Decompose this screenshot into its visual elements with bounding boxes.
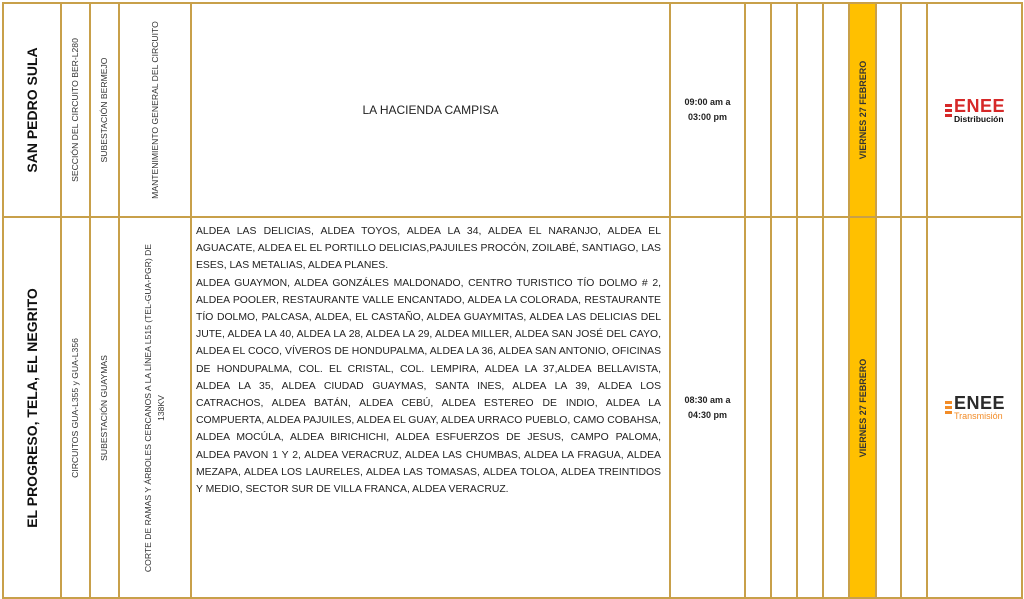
column-divider bbox=[190, 2, 192, 599]
time-end: 04:30 pm bbox=[687, 409, 727, 420]
substation-label: SUBESTACIÓN BERMEJO bbox=[99, 57, 109, 163]
column-divider bbox=[770, 2, 772, 599]
time-end: 03:00 pm bbox=[687, 112, 727, 122]
logo-cell bbox=[928, 4, 1022, 216]
time-start: 09:00 am a bbox=[684, 97, 731, 107]
enee-distribucion-logo bbox=[945, 97, 1005, 124]
column-divider bbox=[669, 2, 671, 599]
work-cell bbox=[119, 4, 190, 216]
region-cell bbox=[4, 4, 60, 216]
circuit-section-label: CIRCUITOS GUA-L355 y GUA-L356 bbox=[70, 337, 80, 478]
enee-transmision-logo bbox=[945, 394, 1005, 421]
logo-main-text: ENEE bbox=[953, 95, 1006, 116]
work-description-line1: CORTE DE RAMAS Y ÁRBOLES CERCANOS A LA LÍNEA L515 (TEL-GUA-PGR) DE bbox=[142, 243, 153, 572]
work-description-line2: 138KV bbox=[155, 394, 166, 421]
table-border-top bbox=[2, 2, 1022, 4]
enee-stripes-icon bbox=[945, 400, 952, 415]
column-divider bbox=[1021, 2, 1023, 599]
logo-main-text: ENEE bbox=[953, 393, 1006, 413]
date-label: VIERNES 27 FEBRERO bbox=[857, 358, 868, 457]
column-divider bbox=[926, 2, 928, 599]
column-divider bbox=[796, 2, 798, 599]
section-cell bbox=[61, 218, 89, 597]
column-divider bbox=[744, 2, 746, 599]
time-start: 08:30 am a bbox=[684, 394, 731, 405]
time-cell bbox=[671, 4, 744, 216]
region-label: SAN PEDRO SULA bbox=[24, 47, 40, 173]
column-divider bbox=[89, 2, 91, 599]
row-divider bbox=[2, 216, 1022, 218]
work-description: MANTENIMIENTO GENERAL DEL CIRCUITO bbox=[149, 21, 160, 199]
circuit-section-label: SECCIÓN DEL CIRCUITO BER-L280 bbox=[70, 38, 80, 182]
region-label: EL PROGRESO, TELA, EL NEGRITO bbox=[24, 287, 40, 528]
substation-cell bbox=[90, 4, 118, 216]
column-divider bbox=[900, 2, 902, 599]
locations-cell bbox=[192, 218, 669, 597]
column-divider bbox=[875, 2, 877, 599]
logo-sub-text: Transmisión bbox=[953, 411, 1003, 421]
column-divider bbox=[60, 2, 62, 599]
time-cell bbox=[671, 218, 744, 597]
work-description bbox=[142, 218, 168, 597]
substation-cell bbox=[90, 218, 118, 597]
section-cell bbox=[61, 4, 89, 216]
region-cell bbox=[4, 218, 60, 597]
locations-cell bbox=[192, 4, 669, 216]
logo-sub-text: Distribución bbox=[953, 113, 1004, 124]
date-cell bbox=[850, 4, 875, 216]
locations-text: LA HACIENDA CAMPISA bbox=[362, 103, 499, 117]
enee-stripes-icon bbox=[945, 103, 952, 118]
locations-paragraph: ALDEA LAS DELICIAS, ALDEA TOYOS, ALDEA LA 34, ALDEA EL NARANJO, ALDEA EL AGUACATE, ALDEA EL EL PORTILLO DELICIAS,PAJUILES PROCÓN, ZOILABÉ, SANTIAGO, LAS ESES, LAS METALIAS, ALDEA PLANES. bbox=[196, 226, 661, 272]
locations-paragraph: ALDEA GUAYMON, ALDEA GONZÁLES MALDONADO, CENTRO TURISTICO TÍO DOLMO # 2, ALDEA POOLER, RESTAURANTE VALLE ENCANTADO, ALDEA LA COLORADA, RESTAURANTE TÍO DOLMO, PALCASA, ALDEA, EL CASTAÑO, ALDEA GUAYMITAS, ALDEA LAS DELICIAS DEL JUTE, ALDEA LA 40, ALDEA LA 28, ALDEA LA 29, ALDEA MILLER, ALDEA SAN JOSÉ DEL CAYO, ALDEA EL COCO, VÍVEROS DE HONDUPALMA, ALDEA LA 36, ALDEA SAN ANTONIO, OFICINAS DE HONDUPALMA, COL. EL CRISTAL, COL. LEMPIRA, ALDEA LA 37,ALDEA BELLAVISTA, ALDEA LA 35, ALDEA CIUDAD GUAYMAS, SANTA INES, ALDEA LA 39, ALDEA LOS CATRACHOS, ALDEA BATÁN, ALDEA CEBÚ, ALDEA ESTEREO DE INDIO, ALDEA LA COMPUERTA, ALDEA PAJUILES, ALDEA EL GUAY, ALDEA URRACO PUEBLO, CAMO COBAHSA, ALDEA MOCÚLA, ALDEA BIRICHICHI, ALDEA ESFUERZOS DE JESUS, CAMPO PALOMA, ALDEA PAVON 1 Y 2, ALDEA VERACRUZ, ALDEA LAS CHUMBAS, ALDEA LA FRAGUA, ALDEA MEZAPA, ALDEA LOS LAURELES, ALDEA LAS TOMASAS, ALDEA TOLOA, ALDEA TREINTIDOS Y MEDIO, SECTOR SUR DE VILLA FRANCA, ALDEA VERACRUZ. bbox=[196, 277, 661, 496]
column-divider bbox=[2, 2, 4, 599]
substation-label: SUBESTACIÓN GUAYMAS bbox=[99, 354, 109, 461]
date-cell bbox=[850, 218, 875, 597]
column-divider bbox=[822, 2, 824, 599]
column-divider bbox=[118, 2, 120, 599]
column-divider bbox=[848, 2, 850, 599]
date-label: VIERNES 27 FEBRERO bbox=[857, 60, 868, 160]
work-cell bbox=[119, 218, 190, 597]
logo-cell bbox=[928, 218, 1022, 597]
